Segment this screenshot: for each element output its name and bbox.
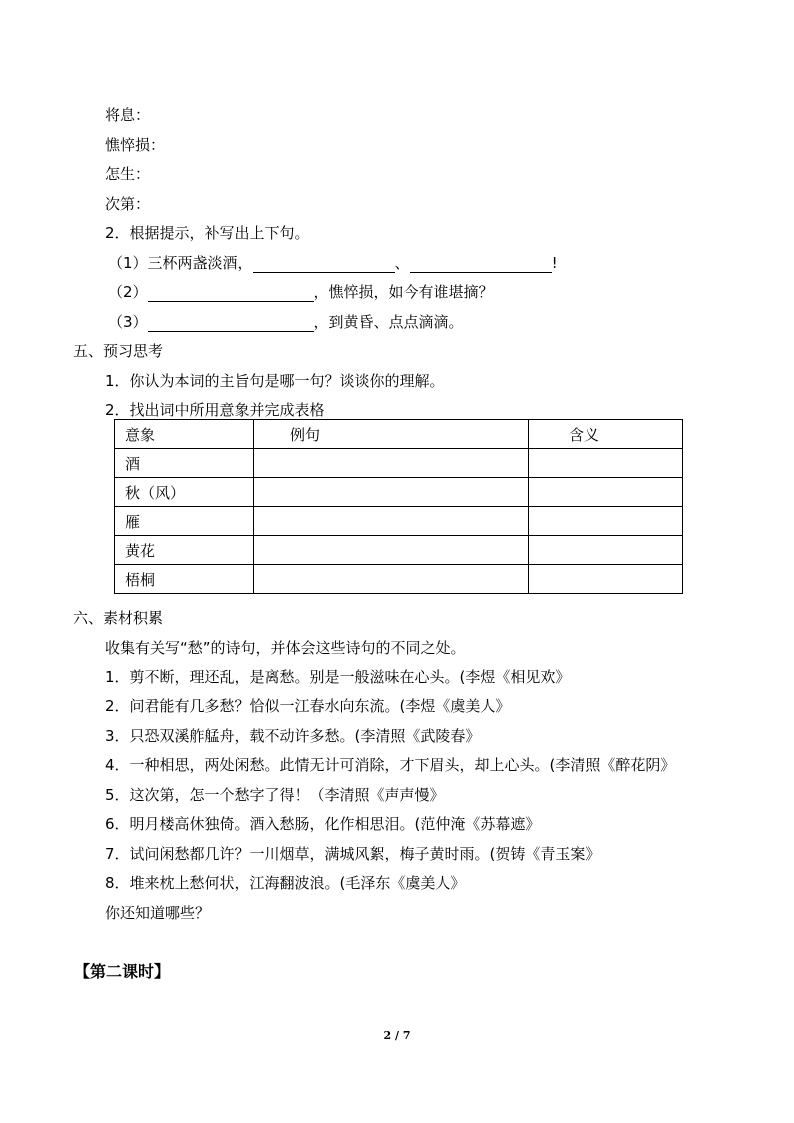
- q2-item-2-prefix: （2）: [108, 283, 148, 301]
- vocab-item-zensheng: 怎生：: [105, 165, 151, 183]
- table-header-meaning: 含义: [529, 420, 683, 449]
- poem-line-2: 2．问君能有几多愁？恰似一江春水向东流。(李煜《虞美人》: [105, 697, 511, 715]
- table-cell-meaning[interactable]: [529, 565, 683, 594]
- table-row: [115, 565, 683, 594]
- section5-question-1: 1．你认为本词的主旨句是哪一句？谈谈你的理解。: [105, 372, 445, 390]
- table-cell-imagery: 梧桐: [115, 565, 254, 594]
- section5-question-2: 2．找出词中所用意象并完成表格: [105, 401, 325, 419]
- poem-line-4: 4．一种相思，两处闲愁。此情无计可消除，才下眉头，却上心头。(李清照《醉花阴》: [105, 756, 676, 774]
- table-cell-example[interactable]: [254, 536, 529, 565]
- fill-blank-3[interactable]: [148, 315, 314, 332]
- q2-item-1-prefix: （1）三杯两盏淡酒，: [108, 254, 253, 272]
- table-cell-meaning[interactable]: [529, 536, 683, 565]
- page-number: 2 / 7: [383, 1029, 411, 1042]
- table-cell-example[interactable]: [254, 478, 529, 507]
- table-header-imagery: 意象: [115, 420, 254, 449]
- poem-line-8: 8．堆来枕上愁何状，江海翻波浪。(毛泽东《虞美人》: [105, 874, 466, 892]
- q2-item-3-prefix: （3）: [108, 313, 148, 331]
- table-cell-example[interactable]: [254, 507, 529, 536]
- table-header-row: [115, 420, 683, 449]
- fill-blank-2[interactable]: [148, 285, 314, 302]
- table-row: [115, 507, 683, 536]
- table-row: [115, 536, 683, 565]
- table-header-example: 例句: [254, 420, 529, 449]
- section6-closing: 你还知道哪些？: [105, 904, 211, 922]
- q2-item-1-suffix: !: [551, 254, 558, 272]
- poem-line-7: 7．试问闲愁都几许？一川烟草，满城风絮，梅子黄时雨。(贺铸《青玉案》: [105, 845, 601, 863]
- table-cell-imagery: 酒: [115, 449, 254, 478]
- q2-item-3-suffix: ，到黄昏、点点滴滴。: [313, 313, 464, 331]
- poem-line-6: 6．明月楼高休独倚。酒入愁肠，化作相思泪。(范仲淹《苏幕遮》: [105, 815, 541, 833]
- poem-line-1: 1．剪不断，理还乱，是离愁。别是一般滋味在心头。(李煜《相见欢》: [105, 668, 571, 686]
- table-row: [115, 449, 683, 478]
- imagery-table: [114, 419, 683, 594]
- table-cell-example[interactable]: [254, 565, 529, 594]
- q2-item-2-suffix: ，憔悴损，如今有谁堪摘？: [313, 283, 494, 301]
- table-cell-imagery: 雁: [115, 507, 254, 536]
- q2-item-1-mid: 、: [394, 254, 410, 272]
- vocab-item-qiaocuisun: 憔悴损：: [105, 136, 166, 154]
- q2-item-1: [108, 253, 558, 273]
- section6-heading: 六、素材积累: [73, 609, 164, 627]
- fill-blank-1a[interactable]: [253, 256, 395, 273]
- q2-title: 2．根据提示，补写出上下句。: [105, 224, 310, 242]
- vocab-item-cidi: 次第：: [105, 195, 151, 213]
- q2-item-3: [108, 312, 464, 332]
- table-cell-meaning[interactable]: [529, 449, 683, 478]
- vocab-item-jiangxi: 将息：: [105, 106, 151, 124]
- section5-heading: 五、预习思考: [73, 342, 164, 360]
- lesson2-heading: 【第二课时】: [74, 962, 171, 981]
- section6-intro: 收集有关写“愁”的诗句，并体会这些诗句的不同之处。: [105, 639, 466, 657]
- table-cell-meaning[interactable]: [529, 507, 683, 536]
- poem-line-5: 5．这次第，怎一个愁字了得！（李清照《声声慢》: [105, 786, 445, 804]
- table-row: [115, 478, 683, 507]
- q2-item-2: [108, 282, 494, 302]
- table-cell-imagery: 黄花: [115, 536, 254, 565]
- table-cell-example[interactable]: [254, 449, 529, 478]
- table-cell-imagery: 秋（风）: [115, 478, 254, 507]
- table-cell-meaning[interactable]: [529, 478, 683, 507]
- fill-blank-1b[interactable]: [410, 256, 552, 273]
- poem-line-3: 3．只恐双溪舴艋舟，载不动许多愁。(李清照《武陵春》: [105, 727, 481, 745]
